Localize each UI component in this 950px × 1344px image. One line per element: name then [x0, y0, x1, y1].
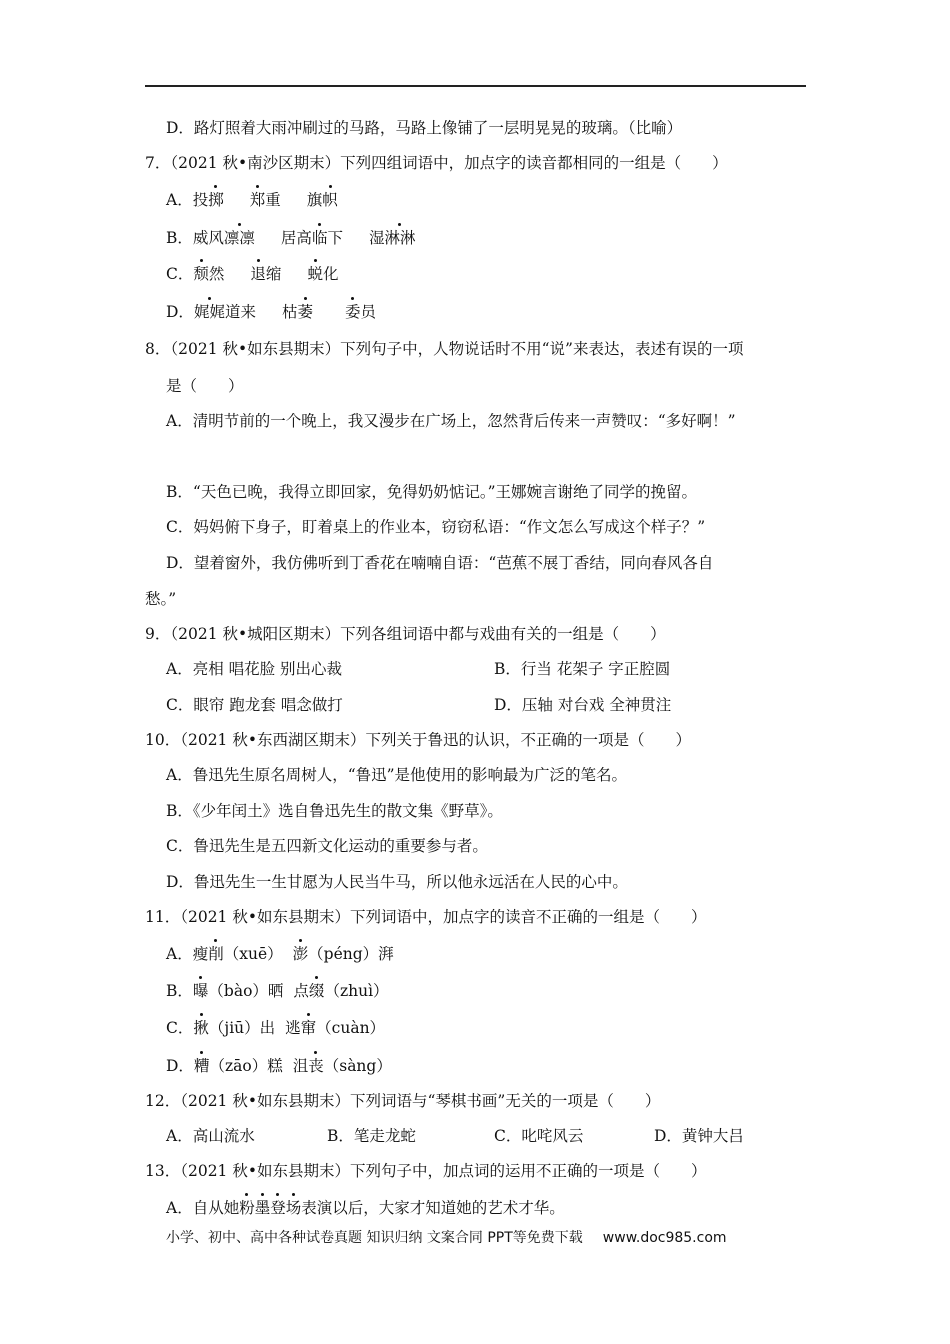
q7-option-c: C．颓然 退缩 蜕化 [166, 265, 339, 283]
q8-option-d: D．望着窗外，我仿佛听到丁香花在喃喃自语：“芭蕉不展丁香结，同向春风各自 [166, 554, 714, 572]
q10-stem: 10．（2021 秋•东西湖区期末）下列关于鲁迅的认识，不正确的一项是（ ） [145, 731, 691, 749]
header-rule [145, 85, 806, 87]
q9-option-c: C．眼帘 跑龙套 唱念做打 [166, 696, 343, 714]
q12-option-b: B．笔走龙蛇 [327, 1127, 416, 1145]
q8-option-a: A．清明节前的一个晚上，我又漫步在广场上，忽然背后传来一声赞叹：“多好啊！” [166, 412, 736, 430]
q8-option-b: B．“天色已晚，我得立即回家，免得奶奶惦记。”王娜婉言谢绝了同学的挽留。 [166, 483, 697, 501]
q11-option-a: A．瘦削（xuē） 澎（péng）湃 [166, 945, 394, 963]
q9-option-d: D．压轴 对台戏 全神贯注 [494, 696, 672, 714]
q8-stem: 8．（2021 秋•如东县期末）下列句子中，人物说话时不用“说”来表达，表述有误的一项 [145, 340, 744, 358]
q10-option-a: A．鲁迅先生原名周树人，“鲁迅”是他使用的影响最为广泛的笔名。 [166, 766, 628, 784]
q11-option-b: B．曝（bào）晒 点缀（zhuì） [166, 982, 389, 1000]
q11-option-d: D．糟（zāo）糕 沮丧（sàng） [166, 1057, 392, 1075]
q13-option-a: A．自从她粉墨登场表演以后，大家才知道她的艺术才华。 [166, 1199, 565, 1217]
q9-option-a: A．亮相 唱花脸 别出心裁 [166, 660, 343, 678]
q12-option-c: C．叱咤风云 [494, 1127, 584, 1145]
q7-option-b: B．威风凛凛 居高临下 湿淋淋 [166, 229, 416, 247]
q10-option-d: D．鲁迅先生一生甘愿为人民当牛马，所以他永远活在人民的心中。 [166, 873, 628, 891]
q8-option-c: C．妈妈俯下身子，盯着桌上的作业本，窃窃私语：“作文怎么写成这个样子？” [166, 518, 706, 536]
q13-stem: 13．（2021 秋•如东县期末）下列句子中，加点词的运用不正确的一项是（ ） [145, 1162, 707, 1180]
q7-option-a: A．投掷 郑重 旗帜 [166, 191, 338, 209]
page-footer [166, 1227, 727, 1247]
q6-option-d: D．路灯照着大雨冲刷过的马路，马路上像铺了一层明晃晃的玻璃。（比喻） [166, 119, 683, 137]
footer-url[interactable]: www.doc985.com [602, 1230, 727, 1246]
footer-text: 小学、初中、高中各种试卷真题 知识归纳 文案合同 PPT等免费下载 [166, 1230, 583, 1246]
q9-option-b: B．行当 花架子 字正腔圆 [494, 660, 671, 678]
q7-option-d: D．娓娓道来 枯萎 委员 [166, 303, 377, 321]
q8-stem-cont: 是（ ） [166, 377, 244, 395]
q12-stem: 12．（2021 秋•如东县期末）下列词语与“琴棋书画”无关的一项是（ ） [145, 1092, 661, 1110]
q8-option-d-cont: 愁。” [145, 590, 177, 608]
q7-stem: 7．（2021 秋•南沙区期末）下列四组词语中，加点字的读音都相同的一组是（ ） [145, 154, 728, 172]
q12-option-d: D．黄钟大吕 [654, 1127, 744, 1145]
q10-option-c: C．鲁迅先生是五四新文化运动的重要参与者。 [166, 837, 488, 855]
q11-stem: 11．（2021 秋•如东县期末）下列词语中，加点字的读音不正确的一组是（ ） [145, 908, 707, 926]
q9-stem: 9．（2021 秋•城阳区期末）下列各组词语中都与戏曲有关的一组是（ ） [145, 625, 666, 643]
q12-option-a: A．高山流水 [166, 1127, 255, 1145]
q11-option-c: C．揪（jiū）出 逃窜（cuàn） [166, 1019, 386, 1037]
q10-option-b: B．《少年闰土》选自鲁迅先生的散文集《野草》。 [166, 802, 503, 820]
